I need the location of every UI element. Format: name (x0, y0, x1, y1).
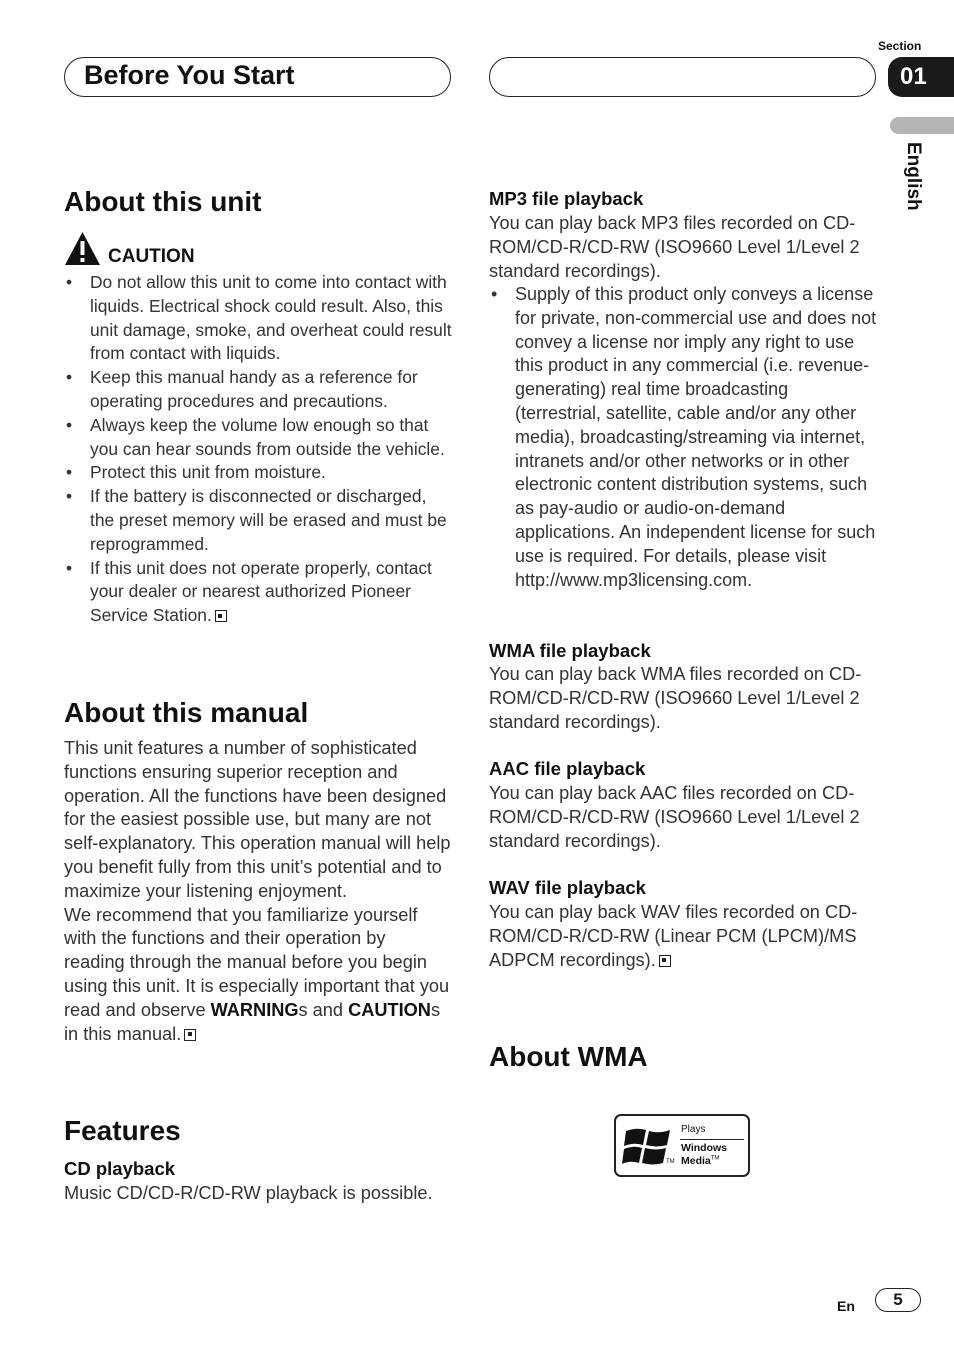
caution-list (64, 271, 452, 628)
features-heading: Features (64, 1115, 181, 1146)
logo-media: Media™ (681, 1155, 720, 1167)
list-item: • Protect this unit from moisture. (64, 461, 452, 485)
list-item (64, 557, 452, 628)
caution-title: CAUTION (108, 246, 195, 267)
wav-title: WAV file playback (489, 877, 646, 898)
list-item: • Supply of this product only conveys a license for private, non-commercial use and does not convey a license nor imply any right to use this product in any commercial (i.e. revenue-generating) real time broadcasting (terrestrial, satellite, cable and/or any other media), broadcasting/streaming via internet, intranets and/or other networks or in other electronic content distribution systems, such as pay-audio or audio-on-demand applications. An independent license for such use is required. For details, please visit http://www.mp3licensing.com. (489, 283, 879, 592)
wav-text: You can play back WAV files recorded on CD-ROM/CD-R/CD-RW (Linear PCM (LPCM)/MS ADPCM recordings). (489, 902, 858, 970)
cd-playback-title: CD playback (64, 1158, 176, 1179)
logo-plays: Plays (681, 1124, 706, 1135)
end-mark-icon (184, 1029, 196, 1041)
caution-block (64, 231, 224, 269)
list-item: • Keep this manual handy as a reference for operating procedures and precautions. (64, 366, 452, 414)
about-wma-heading: About WMA (489, 1041, 648, 1072)
cd-playback-text: Music CD/CD-R/CD-RW playback is possible. (64, 1183, 433, 1203)
header-empty-box (489, 57, 876, 97)
logo-windows: Windows (681, 1142, 727, 1154)
windows-media-logo (614, 1114, 750, 1177)
wma-text: You can play back WMA files recorded on CD-ROM/CD-R/CD-RW (ISO9660 Level 1/Level 2 standard recordings). (489, 664, 862, 732)
list-item: • Do not allow this unit to come into contact with liquids. Electrical shock could result. Also, this unit damage, smoke, and overheat could result from contact with liquids. (64, 271, 452, 366)
about-manual-para2: We recommend that you familiarize yourself with the functions and their operation by reading through the manual before you begin using this unit. It is especially important that you read and observe WARNINGs and CAUTIONs in this manual. (64, 904, 450, 1044)
caution-word: CAUTION (348, 999, 431, 1020)
language-label: English (903, 142, 924, 211)
list-item-text: If this unit does not operate properly, contact your dealer or nearest authorized Pioneer Service Station. (90, 557, 432, 626)
page-number: 5 (875, 1288, 921, 1312)
end-mark-icon (215, 610, 227, 622)
logo-divider (680, 1139, 744, 1140)
section-label: Section (878, 39, 922, 53)
warning-icon (64, 231, 101, 266)
end-mark-icon (659, 955, 671, 967)
section-number-badge: 01 (888, 57, 954, 97)
about-manual-text (64, 737, 451, 1046)
windows-flag-tm: TM (666, 1159, 675, 1165)
about-manual-heading: About this manual (64, 697, 309, 728)
page-title: Before You Start (84, 60, 295, 90)
aac-title: AAC file playback (489, 758, 646, 779)
footer-lang-code: En (837, 1298, 855, 1314)
wma-title: WMA file playback (489, 640, 651, 661)
aac-text: You can play back AAC files recorded on CD-ROM/CD-R/CD-RW (ISO9660 Level 1/Level 2 standard recordings). (489, 783, 860, 851)
about-unit-heading: About this unit (64, 186, 262, 217)
mp3-text: You can play back MP3 files recorded on CD-ROM/CD-R/CD-RW (ISO9660 Level 1/Level 2 standard recordings). (489, 213, 860, 281)
mp3-title: MP3 file playback (489, 188, 644, 209)
language-tab (890, 117, 954, 134)
list-item: • If the battery is disconnected or discharged, the preset memory will be erased and must be reprogrammed. (64, 485, 452, 556)
warning-word: WARNING (210, 999, 299, 1020)
mp3-list (489, 283, 879, 592)
list-item: • Always keep the volume low enough so that you can hear sounds from outside the vehicle. (64, 414, 452, 462)
about-manual-para1: This unit features a number of sophisticated functions ensuring superior reception and operation. All the functions have been designed for the easiest possible use, but many are not self-explanatory. This operation manual will help you benefit fully from this unit’s potential and to maximize your listening enjoyment. (64, 738, 451, 901)
